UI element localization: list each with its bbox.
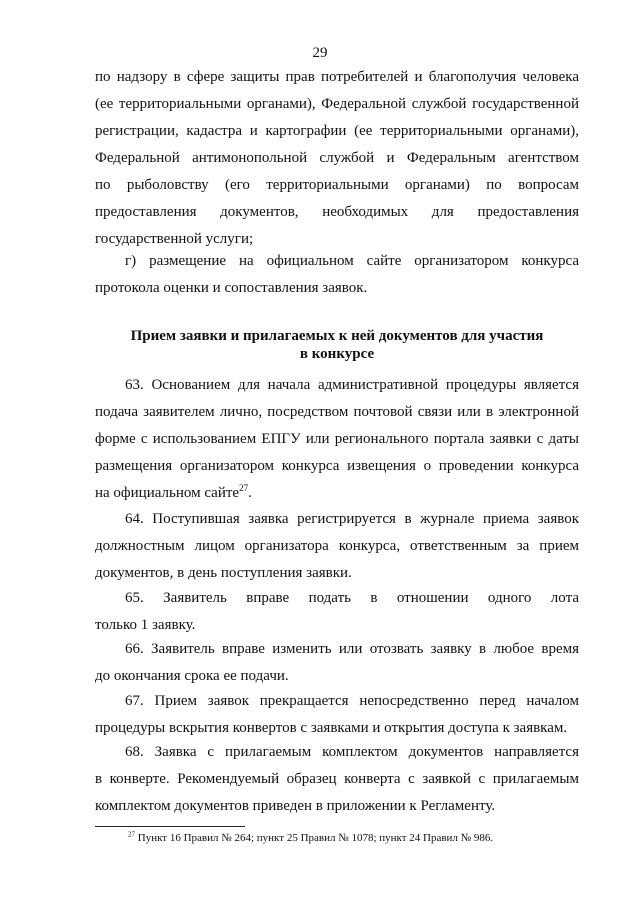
text-line: форме с использованием ЕПГУ или регионального портала заявки с даты — [95, 431, 579, 447]
sentence-period: . — [248, 485, 252, 501]
footnote-reference[interactable]: 27 — [239, 483, 249, 493]
text-line: 63. Основанием для начала административной процедуры является — [125, 377, 579, 393]
text-line: только 1 заявку. — [95, 617, 196, 633]
text-line: предоставления документов, необходимых для предоставления — [95, 204, 579, 220]
paragraph-67 — [95, 688, 579, 742]
page-number: 29 — [312, 45, 328, 61]
text-line: должностным лицом организатора конкурса, ответственным за прием — [95, 538, 579, 554]
paragraph-63 — [95, 372, 579, 507]
text-line-content: на официальном сайте — [95, 485, 240, 501]
text-line: 65. Заявитель вправе подать в отношении одного лота — [125, 590, 579, 606]
footnote — [128, 831, 588, 845]
paragraph-66 — [95, 636, 579, 690]
paragraph-65 — [95, 585, 579, 639]
text-line: комплектом документов приведен в приложении к Регламенту. — [95, 798, 496, 814]
heading-line: в конкурсе — [299, 346, 375, 362]
text-line: государственной услуги; — [95, 231, 254, 247]
text-line: 67. Прием заявок прекращается непосредственно перед началом — [125, 693, 579, 709]
text-line: документов, в день поступления заявки. — [95, 565, 352, 581]
text-line: (ее территориальными органами), Федеральной службой государственной — [95, 96, 579, 112]
text-line: процедуры вскрытия конвертов с заявками и открытия доступа к заявкам. — [95, 720, 568, 736]
text-line: 64. Поступившая заявка регистрируется в журнале приема заявок — [125, 511, 579, 527]
text-line: Федеральной антимонопольной службой и Федеральным агентством — [95, 150, 579, 166]
footnote-number: 27 — [128, 830, 135, 839]
section-heading — [95, 327, 579, 363]
continuation-paragraph — [95, 64, 579, 253]
text-line: 66. Заявитель вправе изменить или отозвать заявку в любое время — [125, 641, 579, 657]
text-line: регистрации, кадастра и картографии (ее территориальными органами), — [95, 123, 579, 139]
text-line: размещения организатором конкурса извещения о проведении конкурса — [95, 458, 579, 474]
text-line: протокола оценки и сопоставления заявок. — [95, 280, 368, 296]
footnote-divider — [95, 826, 245, 827]
text-line: в конверте. Рекомендуемый образец конверта с заявкой с прилагаемым — [95, 771, 579, 787]
text-line — [95, 480, 579, 507]
text-line: 68. Заявка с прилагаемым комплектом документов направляется — [125, 744, 579, 760]
text-line: по надзору в сфере защиты прав потребителей и благополучия человека — [95, 69, 579, 85]
text-line: до окончания срока ее подачи. — [95, 668, 289, 684]
item-g-paragraph — [95, 248, 579, 302]
footnote-text: Пункт 16 Правил № 264; пункт 25 Правил № 1078; пункт 24 Правил № 986. — [135, 832, 494, 844]
paragraph-64 — [95, 506, 579, 587]
paragraph-68 — [95, 739, 579, 820]
text-line: подача заявителем лично, посредством почтовой связи или в электронной — [95, 404, 579, 420]
heading-line: Прием заявки и прилагаемых к ней документов для участия — [130, 328, 544, 344]
text-line: г) размещение на официальном сайте организатором конкурса — [125, 253, 579, 269]
text-line: по рыболовству (его территориальными органами) по вопросам — [95, 177, 579, 193]
